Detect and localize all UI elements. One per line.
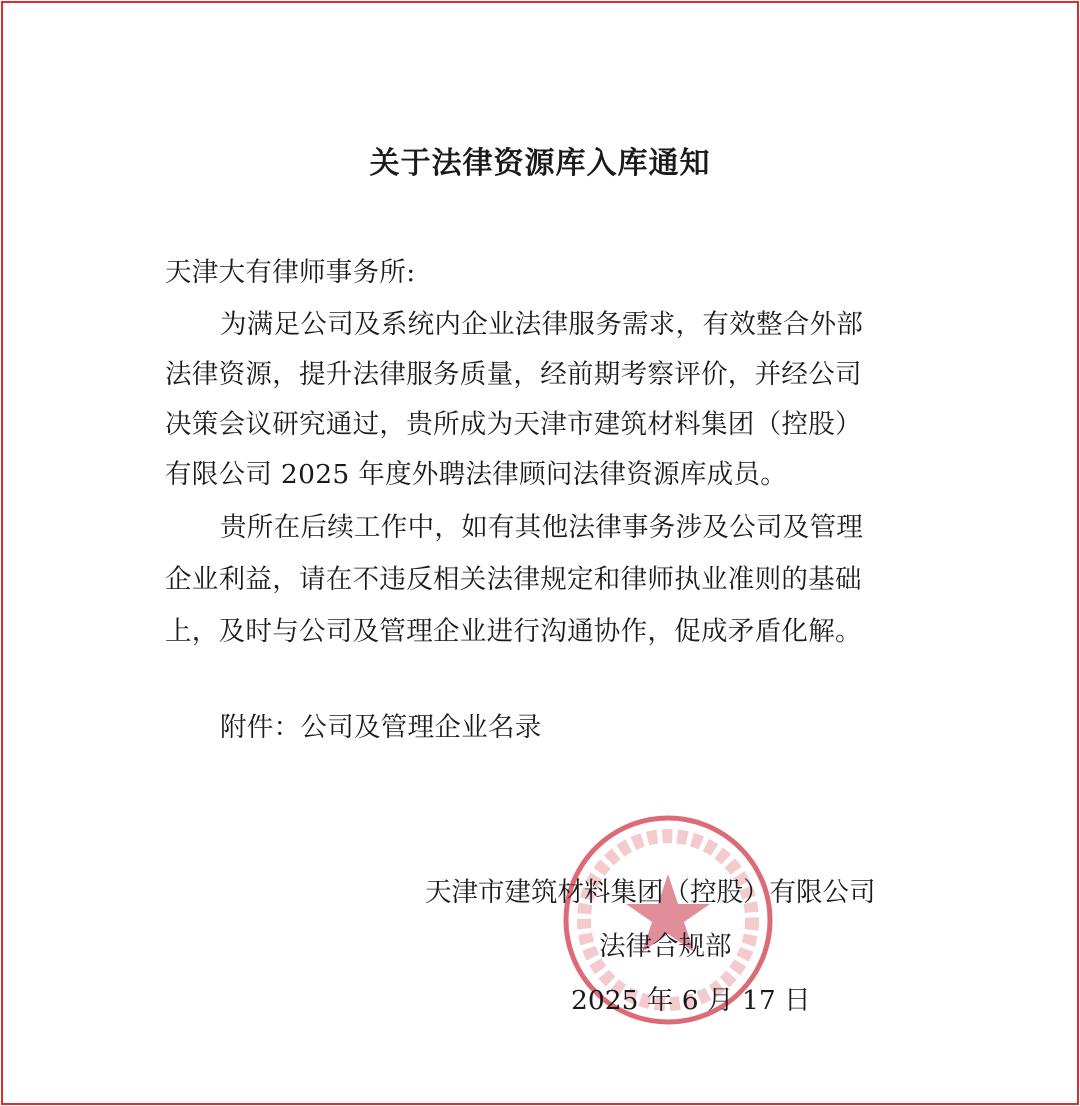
- paragraph-line: 决策会议研究通过，贵所成为天津市建筑材料集团（控股）: [165, 409, 862, 440]
- paragraph-line: 贵所在后续工作中，如有其他法律事务涉及公司及管理: [220, 512, 864, 543]
- paragraph-line: 法律资源，提升法律服务质量，经前期考察评价，并经公司: [165, 359, 862, 390]
- attachment-note: 附件：公司及管理企业名录: [220, 712, 542, 743]
- document-title: 关于法律资源库入库通知: [369, 146, 711, 181]
- paragraph-line: 为满足公司及系统内企业法律服务需求，有效整合外部: [220, 309, 864, 340]
- signature-company: 天津市建筑材料集团（控股）有限公司: [425, 877, 876, 908]
- paragraph-line: 企业利益，请在不违反相关法律规定和律师执业准则的基础: [165, 564, 862, 595]
- signature-department: 法律合规部: [599, 931, 732, 962]
- paragraph-line: 上，及时与公司及管理企业进行沟通协作，促成矛盾化解。: [165, 616, 862, 647]
- signature-date: 2025 年 6 月 17 日: [571, 985, 811, 1016]
- salutation: 天津大有律师事务所:: [165, 257, 416, 288]
- paragraph-line: 有限公司 2025 年度外聘法律顾问法律资源库成员。: [165, 459, 788, 490]
